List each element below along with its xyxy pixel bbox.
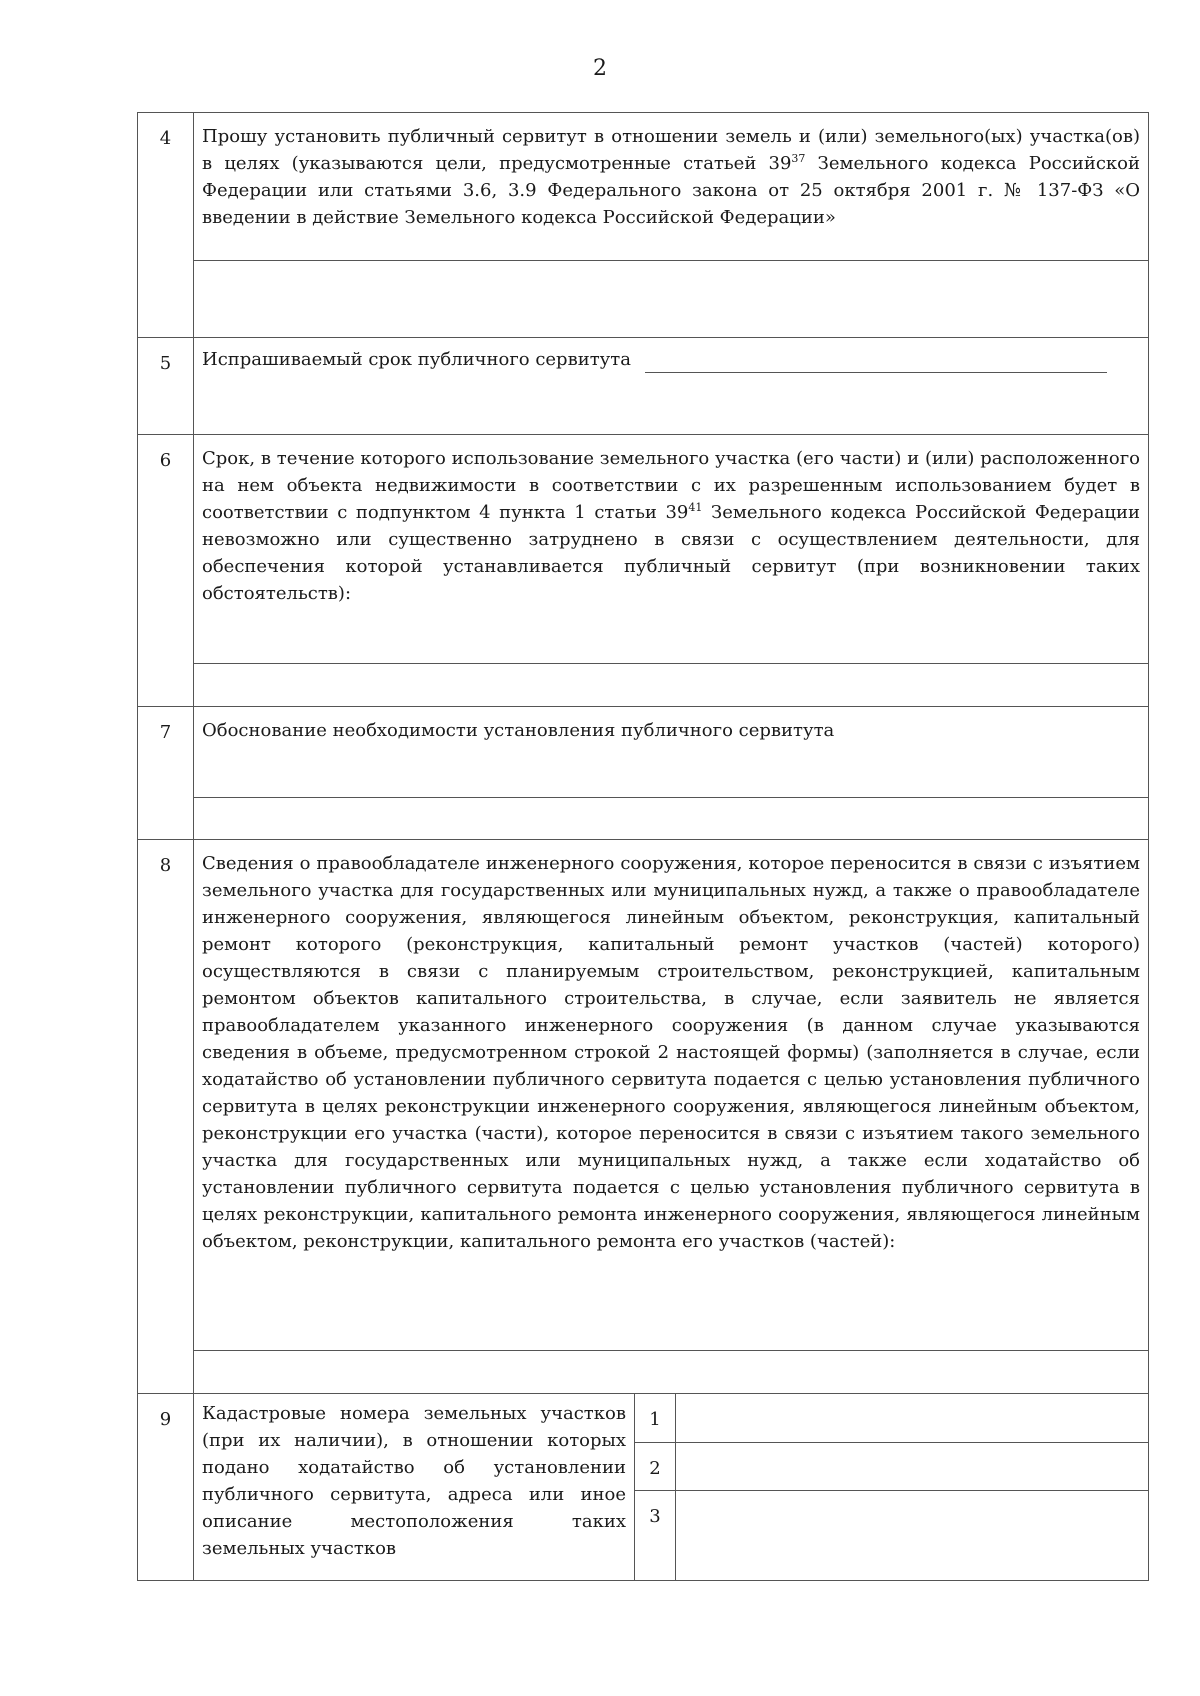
form-row-5	[138, 338, 1149, 435]
row-content	[194, 840, 1149, 1394]
row-content	[194, 435, 1149, 707]
answer-line[interactable]	[194, 260, 1148, 307]
row-content	[194, 338, 1149, 435]
subrow-number: 1	[635, 1394, 676, 1442]
row-number: 4	[138, 113, 194, 338]
cadastral-entry-1[interactable]	[676, 1394, 1149, 1442]
row-content	[194, 1394, 1149, 1581]
row-number: 6	[138, 435, 194, 707]
subrow-number: 2	[635, 1442, 676, 1490]
cadastral-entry-3[interactable]	[676, 1490, 1149, 1580]
row-label: Испрашиваемый срок публичного сервитута	[202, 349, 631, 370]
row-number: 8	[138, 840, 194, 1394]
form-row-4	[138, 113, 1149, 338]
answer-line[interactable]	[194, 1350, 1148, 1393]
form-row-9	[138, 1394, 1149, 1581]
row-number: 5	[138, 338, 194, 435]
row-content	[194, 707, 1149, 840]
form-row-6	[138, 435, 1149, 707]
answer-line[interactable]	[194, 663, 1148, 706]
cadastral-entry-2[interactable]	[676, 1442, 1149, 1490]
row-number: 7	[138, 707, 194, 840]
subrow-number: 3	[635, 1490, 676, 1580]
row-label: Сведения о правообладателе инженерного сооружения, которое переносится в связи с изъятием земельного участка для государственных или муниципальных нужд, а также о правообладателе инженерного сооружения, являющегося линейным объектом, реконструкция, капитальный ремонт которого (реконструкция, капитальный ремонт участков (частей) которого) осуществляются в связи с планируемым строительством, реконструкцией, капитальным ремонтом объектов капитального строительства, в случае, если заявитель не является правообладателем указанного инженерного сооружения (в данном случае указываются сведения в объеме, предусмотренном строкой 2 настоящей формы) (заполняется в случае, если ходатайство об установлении публичного сервитута подается с целью установления публичного сервитута в целях реконструкции инженерного сооружения, являющегося линейным объектом, реконструкции его участка (части), которое переносится в связи с изъятием такого земельного участка для государственных или муниципальных нужд, а также если ходатайство об установлении публичного сервитута подается с целью установления публичного сервитута в целях реконструкции, капитального ремонта инженерного сооружения, являющегося линейным объектом, реконструкции, капитального ремонта его участков (частей):	[202, 853, 1140, 1252]
form-row-8	[138, 840, 1149, 1394]
row-label: Обоснование необходимости установления публичного сервитута	[202, 720, 835, 741]
row-content	[194, 113, 1149, 338]
cadastral-subtable	[194, 1394, 1148, 1580]
form-row-7	[138, 707, 1149, 840]
row-number: 9	[138, 1394, 194, 1581]
row-label: Прошу установить публичный сервитут в отношении земель и (или) земельного(ых) участка(ов) в целях (указываются цели, предусмотренные статьей $39^{37}$ Земельного кодекса Российской Федерации или статьями 3.6, 3.9 Федерального закона от 25 октября 2001 г. № 137-ФЗ «О введении в действие Земельного кодекса Российской Федерации»	[202, 126, 1140, 228]
answer-line[interactable]	[194, 797, 1148, 838]
term-answer-line[interactable]	[645, 342, 1107, 373]
row-label: Срок, в течение которого использование земельного участка (его части) и (или) расположенного на нем объекта недвижимости в соответствии с их разрешенным использованием будет в соответствии с подпунктом 4 пункта 1 статьи $39^{41}$ Земельного кодекса Российской Федерации невозможно или существенно затруднено в связи с осуществлением деятельности, для обеспечения которой устанавливается публичный сервитут (при возникновении таких обстоятельств):	[202, 448, 1140, 604]
page-number: 2	[593, 56, 607, 81]
row-label: Кадастровые номера земельных участков (при их наличии), в отношении которых подано ходатайство об установлении публичного сервитута, адреса или иное описание местоположения таких земельных участков	[194, 1394, 635, 1580]
application-form-table	[137, 112, 1149, 1581]
